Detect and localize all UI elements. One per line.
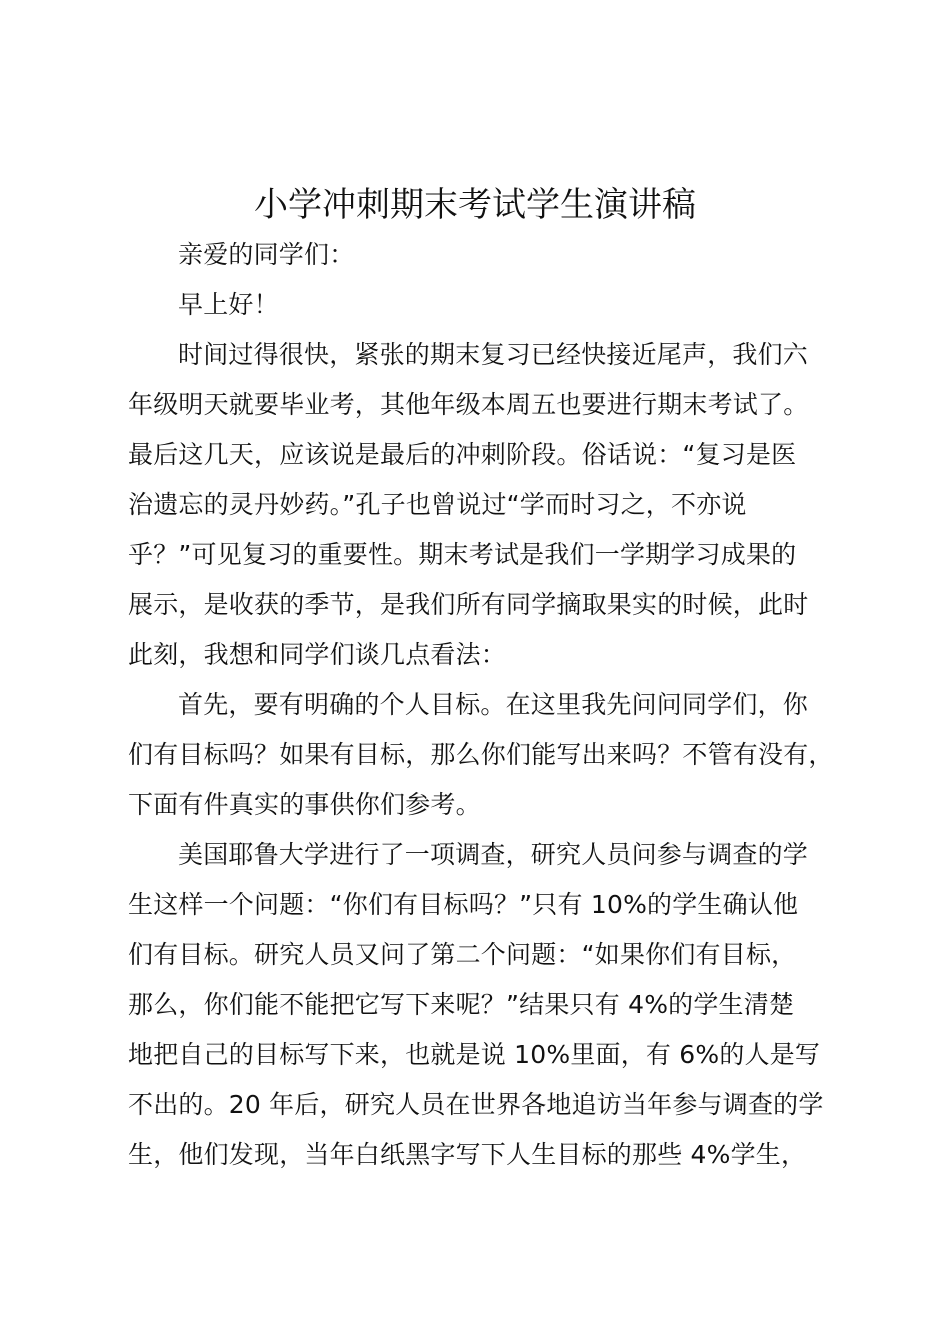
paragraph-line: 们有目标吗？如果有目标，那么你们能写出来吗？不管有没有， (128, 740, 834, 769)
paragraph-line: 此刻，我想和同学们谈几点看法： (128, 640, 507, 669)
paragraph-line: 美国耶鲁大学进行了一项调查，研究人员问参与调查的学 (178, 840, 809, 869)
greeting-line: 早上好！ (178, 290, 279, 319)
paragraph-line: 生，他们发现，当年白纸黑字写下人生目标的那些 4%学生， (128, 1140, 807, 1169)
paragraph-line: 展示，是收获的季节，是我们所有同学摘取果实的时候，此时 (128, 590, 809, 619)
paragraph-line: 最后这几天，应该说是最后的冲刺阶段。俗话说：“复习是医 (128, 440, 797, 469)
paragraph-line: 首先，要有明确的个人目标。在这里我先问问同学们，你 (178, 690, 809, 719)
paragraph-line: 生这样一个问题：“你们有目标吗？”只有 10%的学生确认他 (128, 890, 799, 919)
paragraph-line: 治遗忘的灵丹妙药。”孔子也曾说过“学而时习之，不亦说 (128, 490, 747, 519)
document-title: 小学冲刺期末考试学生演讲稿 (254, 185, 696, 225)
paragraph-line: 时间过得很快，紧张的期末复习已经快接近尾声，我们六 (178, 340, 809, 369)
paragraph-line: 下面有件真实的事供你们参考。 (128, 790, 481, 819)
paragraph-line: 乎？”可见复习的重要性。期末考试是我们一学期学习成果的 (128, 540, 797, 569)
salutation-line: 亲爱的同学们： (178, 240, 355, 269)
paragraph-line: 那么，你们能不能把它写下来呢？”结果只有 4%的学生清楚 (128, 990, 795, 1019)
paragraph-line: 年级明天就要毕业考，其他年级本周五也要进行期末考试了。 (128, 390, 809, 419)
paragraph-line: 地把自己的目标写下来，也就是说 10%里面，有 6%的人是写 (128, 1040, 821, 1069)
paragraph-line: 不出的。20 年后，研究人员在世界各地追访当年参与调查的学 (128, 1090, 824, 1119)
paragraph-line: 们有目标。研究人员又问了第二个问题：“如果你们有目标， (128, 940, 797, 969)
